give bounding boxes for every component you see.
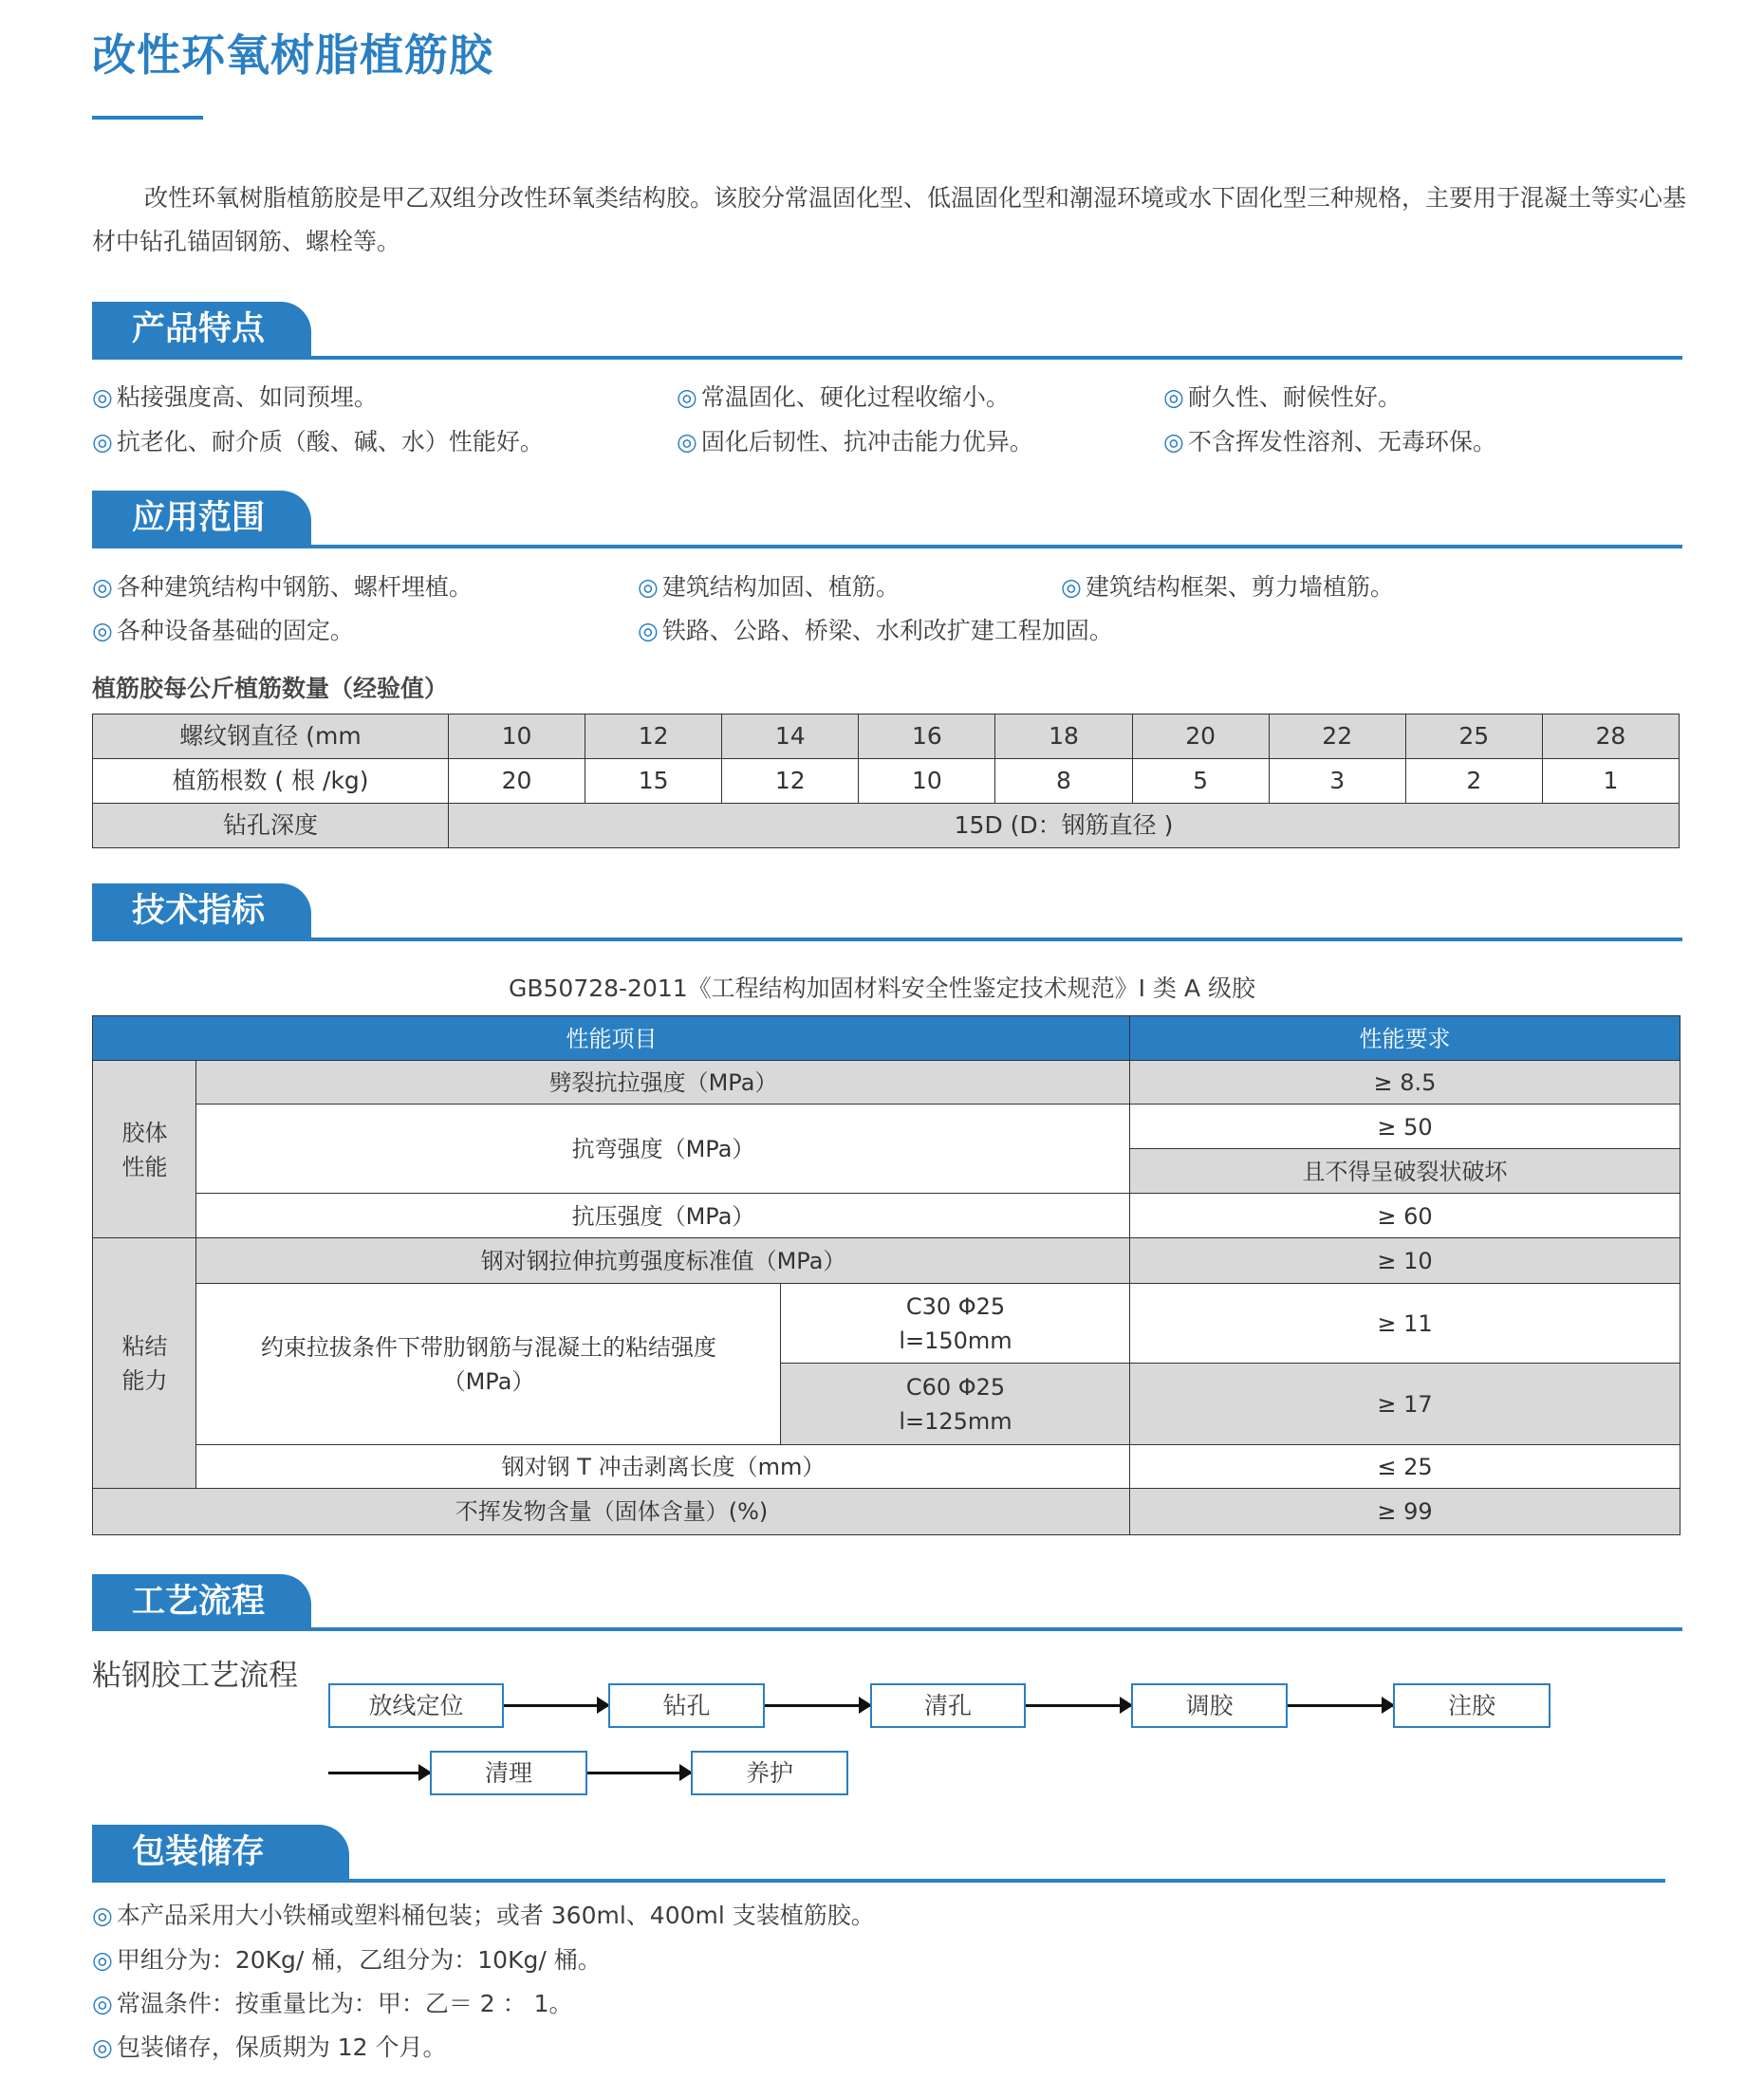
application-item: ◎ 建筑结构框架、剪力墙植筋。 [1061,573,1394,601]
process-step: 清理 [430,1751,587,1795]
process-step: 清孔 [870,1683,1026,1728]
spec-requirement: ≥ 11 [1129,1283,1680,1365]
spec-requirement: 且不得呈破裂状破坏 [1129,1148,1680,1195]
bullet-icon: ◎ [92,383,113,411]
application-item: ◎ 各种设备基础的固定。 [92,617,354,644]
spec-requirement: ≥ 50 [1129,1104,1680,1150]
section-divider [92,938,1682,941]
bullet-icon: ◎ [1163,383,1184,411]
spec-item: 钢对钢拉伸抗剪强度标准值（MPa） [195,1237,1131,1285]
application-item: ◎ 各种建筑结构中钢筋、螺杆埋植。 [92,573,473,601]
packaging-item: ◎ 常温条件：按重量比为：甲：乙＝ 2 ： 1。 [92,1990,573,2017]
spec-requirement: ≥ 8.5 [1129,1060,1680,1105]
spec-condition: C60 Φ25 l=125mm [780,1363,1131,1446]
title-underline [92,116,203,120]
application-item: ◎ 铁路、公路、桥梁、水利改扩建工程加固。 [638,617,1113,644]
packaging-item: ◎ 甲组分为：20Kg/ 桶，乙组分为：10Kg/ 桶。 [92,1946,602,1974]
header-item: 性能项目 [92,1015,1131,1062]
process-subtitle: 粘钢胶工艺流程 [92,1659,298,1693]
packaging-item: ◎ 包装储存，保质期为 12 个月。 [92,2033,447,2061]
bullet-icon: ◎ [92,2033,113,2061]
spec-requirement: ≥ 60 [1129,1193,1680,1239]
feature-item: ◎ 固化后韧性、抗冲击能力优异。 [677,428,1033,455]
packaging-item: ◎ 本产品采用大小铁桶或塑料桶包装；或者 360ml、400ml 支装植筋胶。 [92,1902,875,1929]
section-tab-process: 工艺流程 [92,1574,311,1630]
section-divider [92,356,1682,360]
arrow-right-icon [1288,1704,1393,1707]
spec-item: 约束拉拔条件下带肋钢筋与混凝土的粘结强度（MPa） [195,1283,782,1446]
bullet-icon: ◎ [1163,428,1184,455]
feature-item: ◎ 粘接强度高、如同预埋。 [92,383,378,411]
process-step: 注胶 [1393,1683,1550,1728]
bullet-icon: ◎ [92,573,113,601]
group-label: 胶体 性能 [92,1060,197,1239]
bullet-icon: ◎ [92,617,113,644]
standard-caption: GB50728-2011《工程结构加固材料安全性鉴定技术规范》I 类 A 级胶 [508,975,1255,1002]
rebar-table-caption: 植筋胶每公斤植筋数量（经验值） [92,675,449,702]
rebar-table [92,714,1680,848]
process-step: 钻孔 [608,1683,765,1728]
bullet-icon: ◎ [677,383,697,411]
process-step: 调胶 [1131,1683,1288,1728]
arrow-right-icon [765,1704,870,1707]
section-divider [92,1879,1665,1883]
spec-requirement: ≥ 99 [1129,1488,1680,1535]
section-divider [92,545,1682,548]
table-row: 植筋根数 ( 根 /kg) 20 15 12 10 8 5 3 2 1 [93,759,1680,804]
spec-item: 钢对钢 T 冲击剥离长度（mm） [195,1444,1131,1490]
group-label: 粘结 能力 [92,1237,197,1490]
spec-item: 劈裂抗拉强度（MPa） [195,1060,1131,1105]
header-requirement: 性能要求 [1129,1015,1680,1062]
spec-requirement: ≤ 25 [1129,1444,1680,1490]
table-row: 螺纹钢直径 (mm 10 12 14 16 18 20 22 25 28 [93,715,1680,759]
section-divider [92,1627,1682,1631]
table-row: 钻孔深度 15D (D：钢筋直径 ) [93,804,1680,848]
bullet-icon: ◎ [92,1902,113,1929]
arrow-right-icon [1026,1704,1131,1707]
process-step: 养护 [691,1751,848,1795]
bullet-icon: ◎ [677,428,697,455]
process-step: 放线定位 [328,1683,504,1728]
spec-item: 不挥发物含量（固体含量）(%) [92,1488,1131,1535]
bullet-icon: ◎ [638,573,659,601]
section-tab-specs: 技术指标 [92,883,311,939]
feature-item: ◎ 耐久性、耐候性好。 [1163,383,1402,411]
arrow-right-icon [587,1772,691,1774]
feature-item: ◎ 不含挥发性溶剂、无毒环保。 [1163,428,1496,455]
spec-requirement: ≥ 10 [1129,1237,1680,1285]
arrow-right-icon [504,1704,608,1707]
section-tab-features: 产品特点 [92,302,311,358]
spec-item: 抗弯强度（MPa） [195,1104,1131,1195]
bullet-icon: ◎ [92,428,113,455]
spec-condition: C30 Φ25 l=150mm [780,1283,1131,1365]
section-tab-applications: 应用范围 [92,491,311,547]
bullet-icon: ◎ [92,1990,113,2017]
feature-item: ◎ 抗老化、耐介质（酸、碱、水）性能好。 [92,428,544,455]
application-item: ◎ 建筑结构加固、植筋。 [638,573,900,601]
arrow-right-icon [328,1772,430,1774]
spec-item: 抗压强度（MPa） [195,1193,1131,1239]
bullet-icon: ◎ [92,1946,113,1974]
feature-item: ◎ 常温固化、硬化过程收缩小。 [677,383,1010,411]
bullet-icon: ◎ [638,617,659,644]
bullet-icon: ◎ [1061,573,1082,601]
section-tab-packaging: 包装储存 [92,1825,349,1881]
spec-requirement: ≥ 17 [1129,1363,1680,1446]
page-title: 改性环氧树脂植筋胶 [92,29,493,81]
intro-paragraph: 改性环氧树脂植筋胶是甲乙双组分改性环氧类结构胶。该胶分常温固化型、低温固化型和潮湿环境或水下固化型三种规格，主要用于混凝土等实心基材中钻孔锚固钢筋、螺栓等。 [92,184,1687,255]
